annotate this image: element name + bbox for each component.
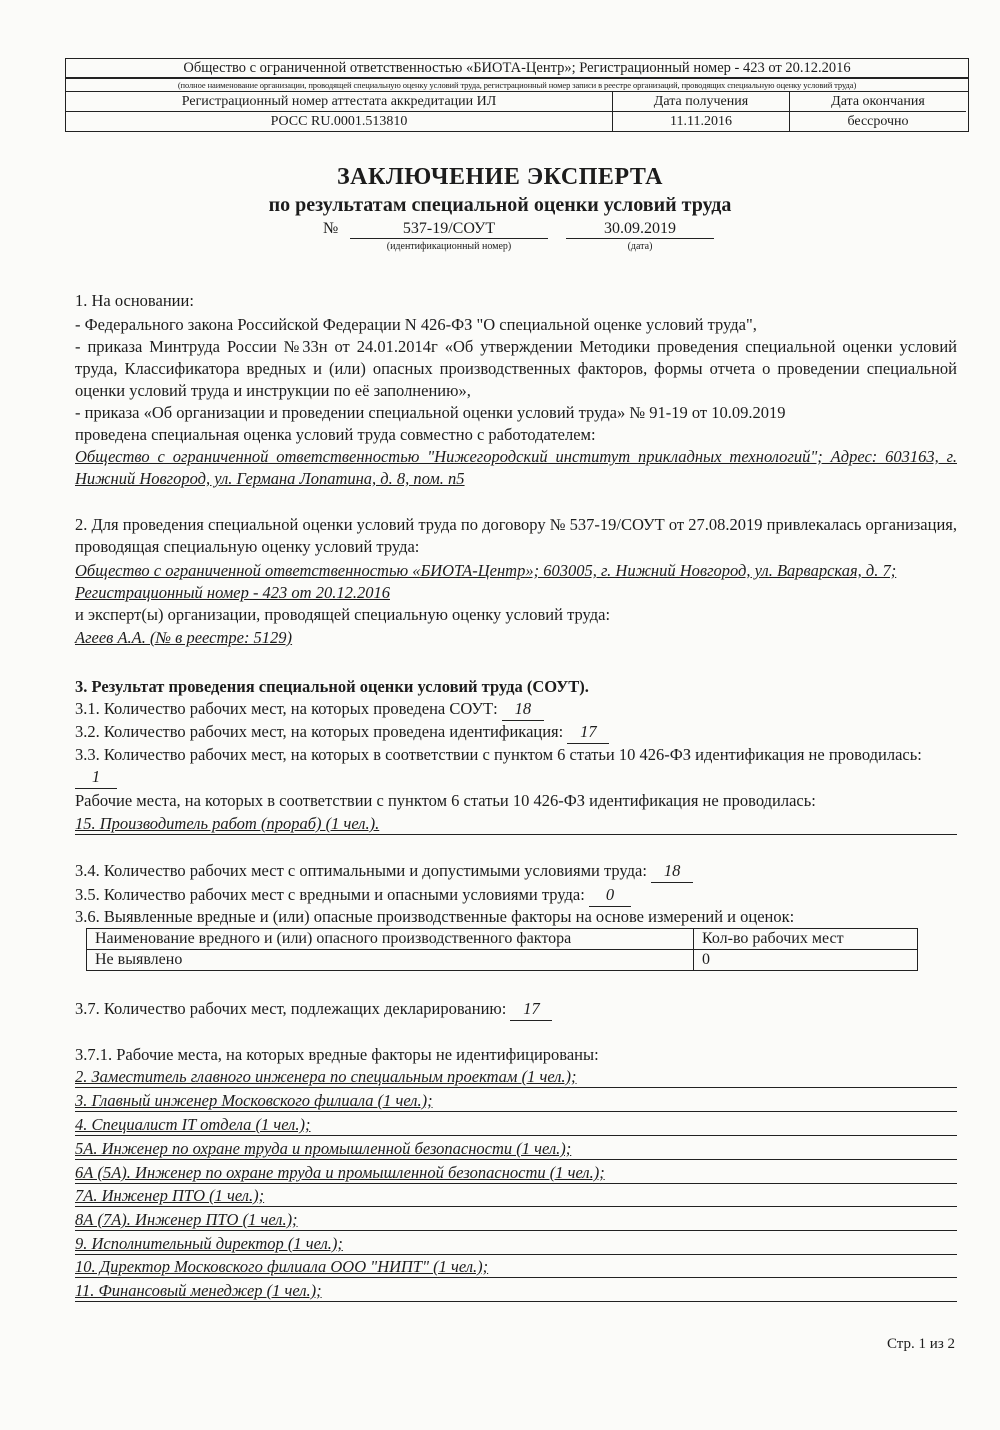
section1-heading: 1. На основании: bbox=[75, 291, 194, 310]
accreditation-number: РОСС RU.0001.513810 bbox=[66, 112, 613, 131]
experts-label: и эксперт(ы) организации, проводящей специальную оценку условий труда: bbox=[75, 605, 611, 624]
document-subtitle: по результатам специальной оценки условий труда bbox=[268, 194, 732, 216]
item-3-4-value: 18 bbox=[651, 860, 693, 883]
org-caption: (полное наименование организации, проводящей специальную оценку условий труда, регистрационный номер записи в реестре организаций, проводящих специальную оценку условий труда) bbox=[66, 79, 968, 92]
employer-name: Общество с ограниченной ответственностью "Нижегородский институт прикладных технологий"; Адрес: 603163, г. Нижний Новгород, ул. Германа Лопатина, д. 8, пом. п5 bbox=[75, 447, 957, 488]
document-title: ЗАКЛЮЧЕНИЕ ЭКСПЕРТА bbox=[336, 164, 664, 190]
workplace-list-item: 10. Директор Московского филиала ООО "НИПТ" (1 чел.); bbox=[75, 1256, 957, 1278]
org-line: Общество с ограниченной ответственностью «БИОТА-Центр»; Регистрационный номер - 423 от 20.12.2016 bbox=[66, 59, 968, 79]
received-date: 11.11.2016 bbox=[613, 112, 790, 131]
item-3-3-label: 3.3. Количество рабочих мест, на которых в соответствии с пунктом 6 статьи 10 426-ФЗ идентификация не проводилась: bbox=[75, 745, 922, 764]
number-caption: (идентификационный номер) bbox=[386, 241, 512, 252]
item-3-5-value: 0 bbox=[589, 884, 631, 907]
workplace-list-item: 8А (7А). Инженер ПТО (1 чел.); bbox=[75, 1209, 957, 1231]
item-3-4 bbox=[75, 860, 957, 883]
assessment-organization: Общество с ограниченной ответственностью «БИОТА-Центр»; 603005, г. Нижний Новгород, ул. Варварская, д. 7; Регистрационный номер - 423 от 20.12.2016 bbox=[75, 561, 897, 602]
section1-order-internal: - приказа «Об организации и проведении специальной оценки условий труда» № 91-19 от 10.09.2019 bbox=[75, 403, 786, 422]
section2-text: 2. Для проведения специальной оценки условий труда по договору № 537-19/СОУТ от 27.08.2019 привлекалась организация, проводящая специальную оценку условий труда: bbox=[75, 515, 957, 556]
factor-cell: Не выявлено bbox=[87, 950, 694, 971]
item-3-3-value: 1 bbox=[75, 766, 117, 789]
page-number: Стр. 1 из 2 bbox=[887, 1336, 955, 1352]
date-caption: (дата) bbox=[627, 241, 653, 252]
item-3-3 bbox=[75, 744, 957, 789]
factor-header: Наименование вредного и (или) опасного производственного фактора bbox=[87, 929, 694, 950]
item-3-7 bbox=[75, 998, 957, 1021]
workplace-list-item: 11. Финансовый менеджер (1 чел.); bbox=[75, 1280, 957, 1302]
count-header: Кол-во рабочих мест bbox=[694, 929, 918, 950]
item-3-4-label: 3.4. Количество рабочих мест с оптимальными и допустимыми условиями труда: bbox=[75, 861, 647, 880]
end-date-header: Дата окончания bbox=[790, 92, 966, 112]
item-3-1 bbox=[75, 698, 957, 721]
header-table bbox=[65, 58, 969, 132]
item-3-2-value: 17 bbox=[567, 721, 609, 744]
count-cell: 0 bbox=[694, 950, 918, 971]
workplace-list-item: 5А. Инженер по охране труда и промышленной безопасности (1 чел.); bbox=[75, 1138, 957, 1160]
document-number: 537-19/СОУТ bbox=[350, 220, 548, 239]
workplace-list-item: 6А (5А). Инженер по охране труда и промышленной безопасности (1 чел.); bbox=[75, 1162, 957, 1184]
accreditation-header: Регистрационный номер аттестата аккредитации ИЛ bbox=[66, 92, 613, 112]
section1-conducted: проведена специальная оценка условий труда совместно с работодателем: bbox=[75, 425, 596, 444]
item-3-6-label: 3.6. Выявленные вредные и (или) опасные производственные факторы на основе измерений и оценок: bbox=[75, 907, 795, 926]
item-3-1-value: 18 bbox=[502, 698, 544, 721]
section3-heading: 3. Результат проведения специальной оценки условий труда (СОУТ). bbox=[75, 677, 589, 696]
item-3-5-label: 3.5. Количество рабочих мест с вредными и опасными условиями труда: bbox=[75, 885, 585, 904]
item-3-1-label: 3.1. Количество рабочих мест, на которых проведена СОУТ: bbox=[75, 699, 498, 718]
workplace-list-item: 2. Заместитель главного инженера по специальным проектам (1 чел.); bbox=[75, 1066, 957, 1088]
workplace-list-item: 3. Главный инженер Московского филиала (1 чел.); bbox=[75, 1090, 957, 1112]
item-3-2 bbox=[75, 721, 957, 744]
workplace-list-item: 9. Исполнительный директор (1 чел.); bbox=[75, 1233, 957, 1255]
number-sign: № bbox=[323, 220, 339, 237]
document-date: 30.09.2019 bbox=[566, 220, 714, 239]
item-3-7-1-label: 3.7.1. Рабочие места, на которых вредные факторы не идентифицированы: bbox=[75, 1045, 599, 1064]
factors-table bbox=[86, 928, 918, 971]
workplace-list-item: 7А. Инженер ПТО (1 чел.); bbox=[75, 1185, 957, 1207]
item-3-7-label: 3.7. Количество рабочих мест, подлежащих декларированию: bbox=[75, 999, 507, 1018]
expert-name: Агеев А.А. (№ в реестре: 5129) bbox=[75, 628, 293, 647]
item-3-7-value: 17 bbox=[510, 998, 552, 1021]
received-date-header: Дата получения bbox=[613, 92, 790, 112]
item-3-2-label: 3.2. Количество рабочих мест, на которых проведена идентификация: bbox=[75, 722, 564, 741]
end-date: бессрочно bbox=[847, 114, 909, 129]
section1-order-methodology: - приказа Минтруда России №33н от 24.01.2014г «Об утверждении Методики проведения специальной оценки условий труда, Классификатора вредных и (или) опасных производственных факторов, формы отчета о проведении специальной оценки условий труда и инструкции по её заполнению», bbox=[75, 337, 957, 400]
item-3-3-list-label: Рабочие места, на которых в соответствии с пунктом 6 статьи 10 426-ФЗ идентификация не проводилась: bbox=[75, 791, 816, 810]
item-3-5 bbox=[75, 884, 957, 907]
workplace-list-item: 4. Специалист IT отдела (1 чел.); bbox=[75, 1114, 957, 1136]
item-3-3-list-value: 15. Производитель работ (прораб) (1 чел.). bbox=[75, 813, 957, 835]
section1-law: - Федерального закона Российской Федерации N 426-ФЗ "О специальной оценке условий труда", bbox=[75, 315, 757, 334]
